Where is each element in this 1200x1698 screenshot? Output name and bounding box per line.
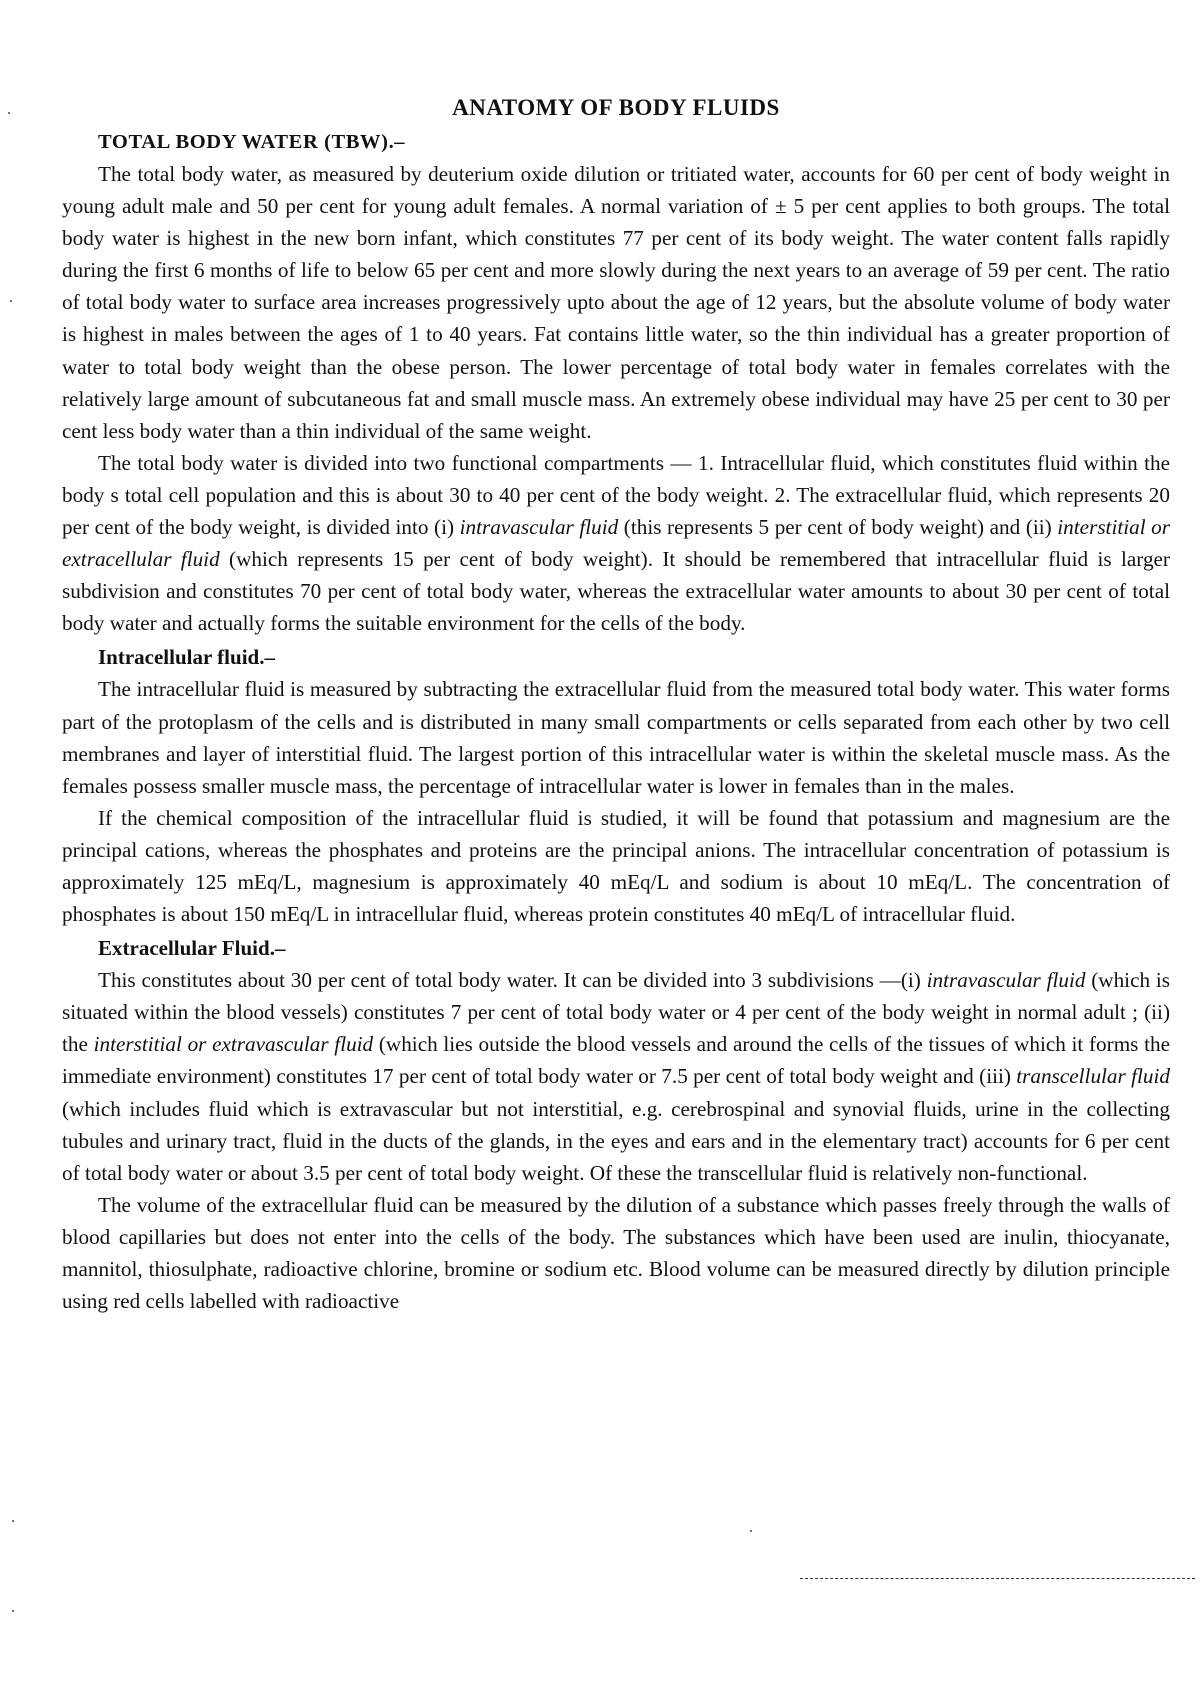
text-run: (which represents 15 per cent of body weight). It should be remembered that intracellular fluid is larger subdivision and constitutes 70 per cent of total body water, whereas the extracellular water amounts to about 30 per cent of total body water and actually forms the suitable environment for the cells of the body.: [62, 547, 1170, 636]
paragraph-text: The volume of the extracellular fluid can be measured by the dilution of a substance which passes freely through the walls of blood capillaries but does not enter into the cells of the body. The substances which have been used are inulin, thiocyanate, mannitol, thiosulphate, radioactive chlorine, bromine or sodium etc. Blood volume can be measured directly by dilution principle using red cells labelled with radioactive: [62, 1192, 1170, 1314]
page-title: ANATOMY OF BODY FLUIDS: [452, 95, 780, 120]
section-heading-total-body-water: TOTAL BODY WATER (TBW).–: [98, 131, 406, 153]
dashed-rule: [800, 1578, 1195, 1579]
text-run: The total body water is divided into two functional compartments — 1. Intracellular fluid, which constitutes fluid within the body s total cell population and this is about 30 to 40 per cent of the body weight. 2. The extracellular fluid, which represents 20 per cent of the body weight, is divided into (i): [62, 450, 1170, 540]
paragraph-tbw-overview: [62, 158, 1170, 447]
text-run: This constitutes about 30 per cent of total body water. It can be divided into 3 subdivisions —(i): [98, 968, 927, 993]
italic-term-extravascular-fluid: interstitial or extravascular fluid: [93, 1032, 374, 1057]
italic-term-transcellular-fluid: transcellular fluid: [1016, 1064, 1170, 1089]
italic-term-intravascular-fluid: intravascular fluid: [459, 515, 619, 540]
paragraph-text: The total body water, as measured by deuterium oxide dilution or tritiated water, accounts for 60 per cent of body weight in young adult male and 50 per cent for young adult females. A normal variation of ± 5 per cent applies to both groups. The total body water is highest in the new born infant, which constitutes 77 per cent of its body weight. The water content falls rapidly during the first 6 months of life to below 65 per cent and more slowly during the next years to an average of 59 per cent. The ratio of total body water to surface area increases progressively upto about the age of 12 years, but the absolute volume of body water is highest in males between the ages of 1 to 40 years. Fat contains little water, so the thin individual has a greater proportion of water to total body weight than the obese person. The lower percentage of total body water in females correlates with the relatively large amount of subcutaneous fat and small muscle mass. An extremely obese individual may have 25 per cent to 30 per cent less body water than a thin individual of the same weight.: [62, 162, 1170, 443]
paragraph-ecf-subdivisions: [62, 964, 1170, 1189]
section-heading-extracellular-fluid: Extracellular Fluid.–: [98, 936, 286, 961]
paragraph-icf-measurement: [62, 673, 1170, 801]
text-run: (which lies outside the blood vessels and around the cells of the tissues of which it forms the immediate environment) constitutes 17 per cent of total body water or 7.5 per cent of total body weight and (iii): [62, 1032, 1170, 1089]
document-page: [62, 92, 1170, 1317]
italic-term-interstitial-fluid: interstitial or extracellular fluid: [62, 515, 1171, 572]
scan-speck: [8, 112, 10, 114]
paragraph-ecf-volume-measurement: [62, 1189, 1170, 1317]
text-run: (which includes fluid which is extravascular but not interstitial, e.g. cerebrospinal and synovial fluids, urine in the collecting tubules and urinary tract, fluid in the ducts of the glands, in the eyes and ears and in the elementary tract) accounts for 6 per cent of total body water or about 3.5 per cent of total body weight. Of these the transcellular fluid is relatively non-functional.: [62, 1096, 1170, 1185]
paragraph-tbw-compartments: [62, 447, 1170, 640]
scan-speck: [12, 1610, 14, 1612]
paragraph-text: The intracellular fluid is measured by subtracting the extracellular fluid from the measured total body water. This water forms part of the protoplasm of the cells and is distributed in many small compartments or cells separated from each other by two cell membranes and layer of interstitial fluid. The largest portion of this intracellular water is within the skeletal muscle mass. As the females possess smaller muscle mass, the percentage of intracellular water is lower in females than in the males.: [62, 677, 1170, 798]
italic-term-intravascular-fluid: intravascular fluid: [926, 968, 1086, 993]
text-run: (which is situated within the blood vessels) constitutes 7 per cent of total body water or 4 per cent of the body weight in normal adult ; (ii) the: [62, 968, 1170, 1057]
scan-speck: [750, 1530, 752, 1532]
paragraph-icf-composition: [62, 802, 1170, 930]
text-run: (this represents 5 per cent of body weight) and (ii): [618, 515, 1058, 540]
scan-speck: [12, 1520, 14, 1522]
section-heading-intracellular-fluid: Intracellular fluid.–: [98, 645, 275, 670]
scan-speck: [10, 300, 12, 302]
paragraph-text: If the chemical composition of the intracellular fluid is studied, it will be found that potassium and magnesium are the principal cations, whereas the phosphates and proteins are the principal anions. The intracellular concentration of potassium is approximately 125 mEq/L, magnesium is approximately 40 mEq/L and sodium is about 10 mEq/L. The concentration of phosphates is about 150 mEq/L in intracellular fluid, whereas protein constitutes 40 mEq/L of intracellular fluid.: [62, 805, 1170, 927]
